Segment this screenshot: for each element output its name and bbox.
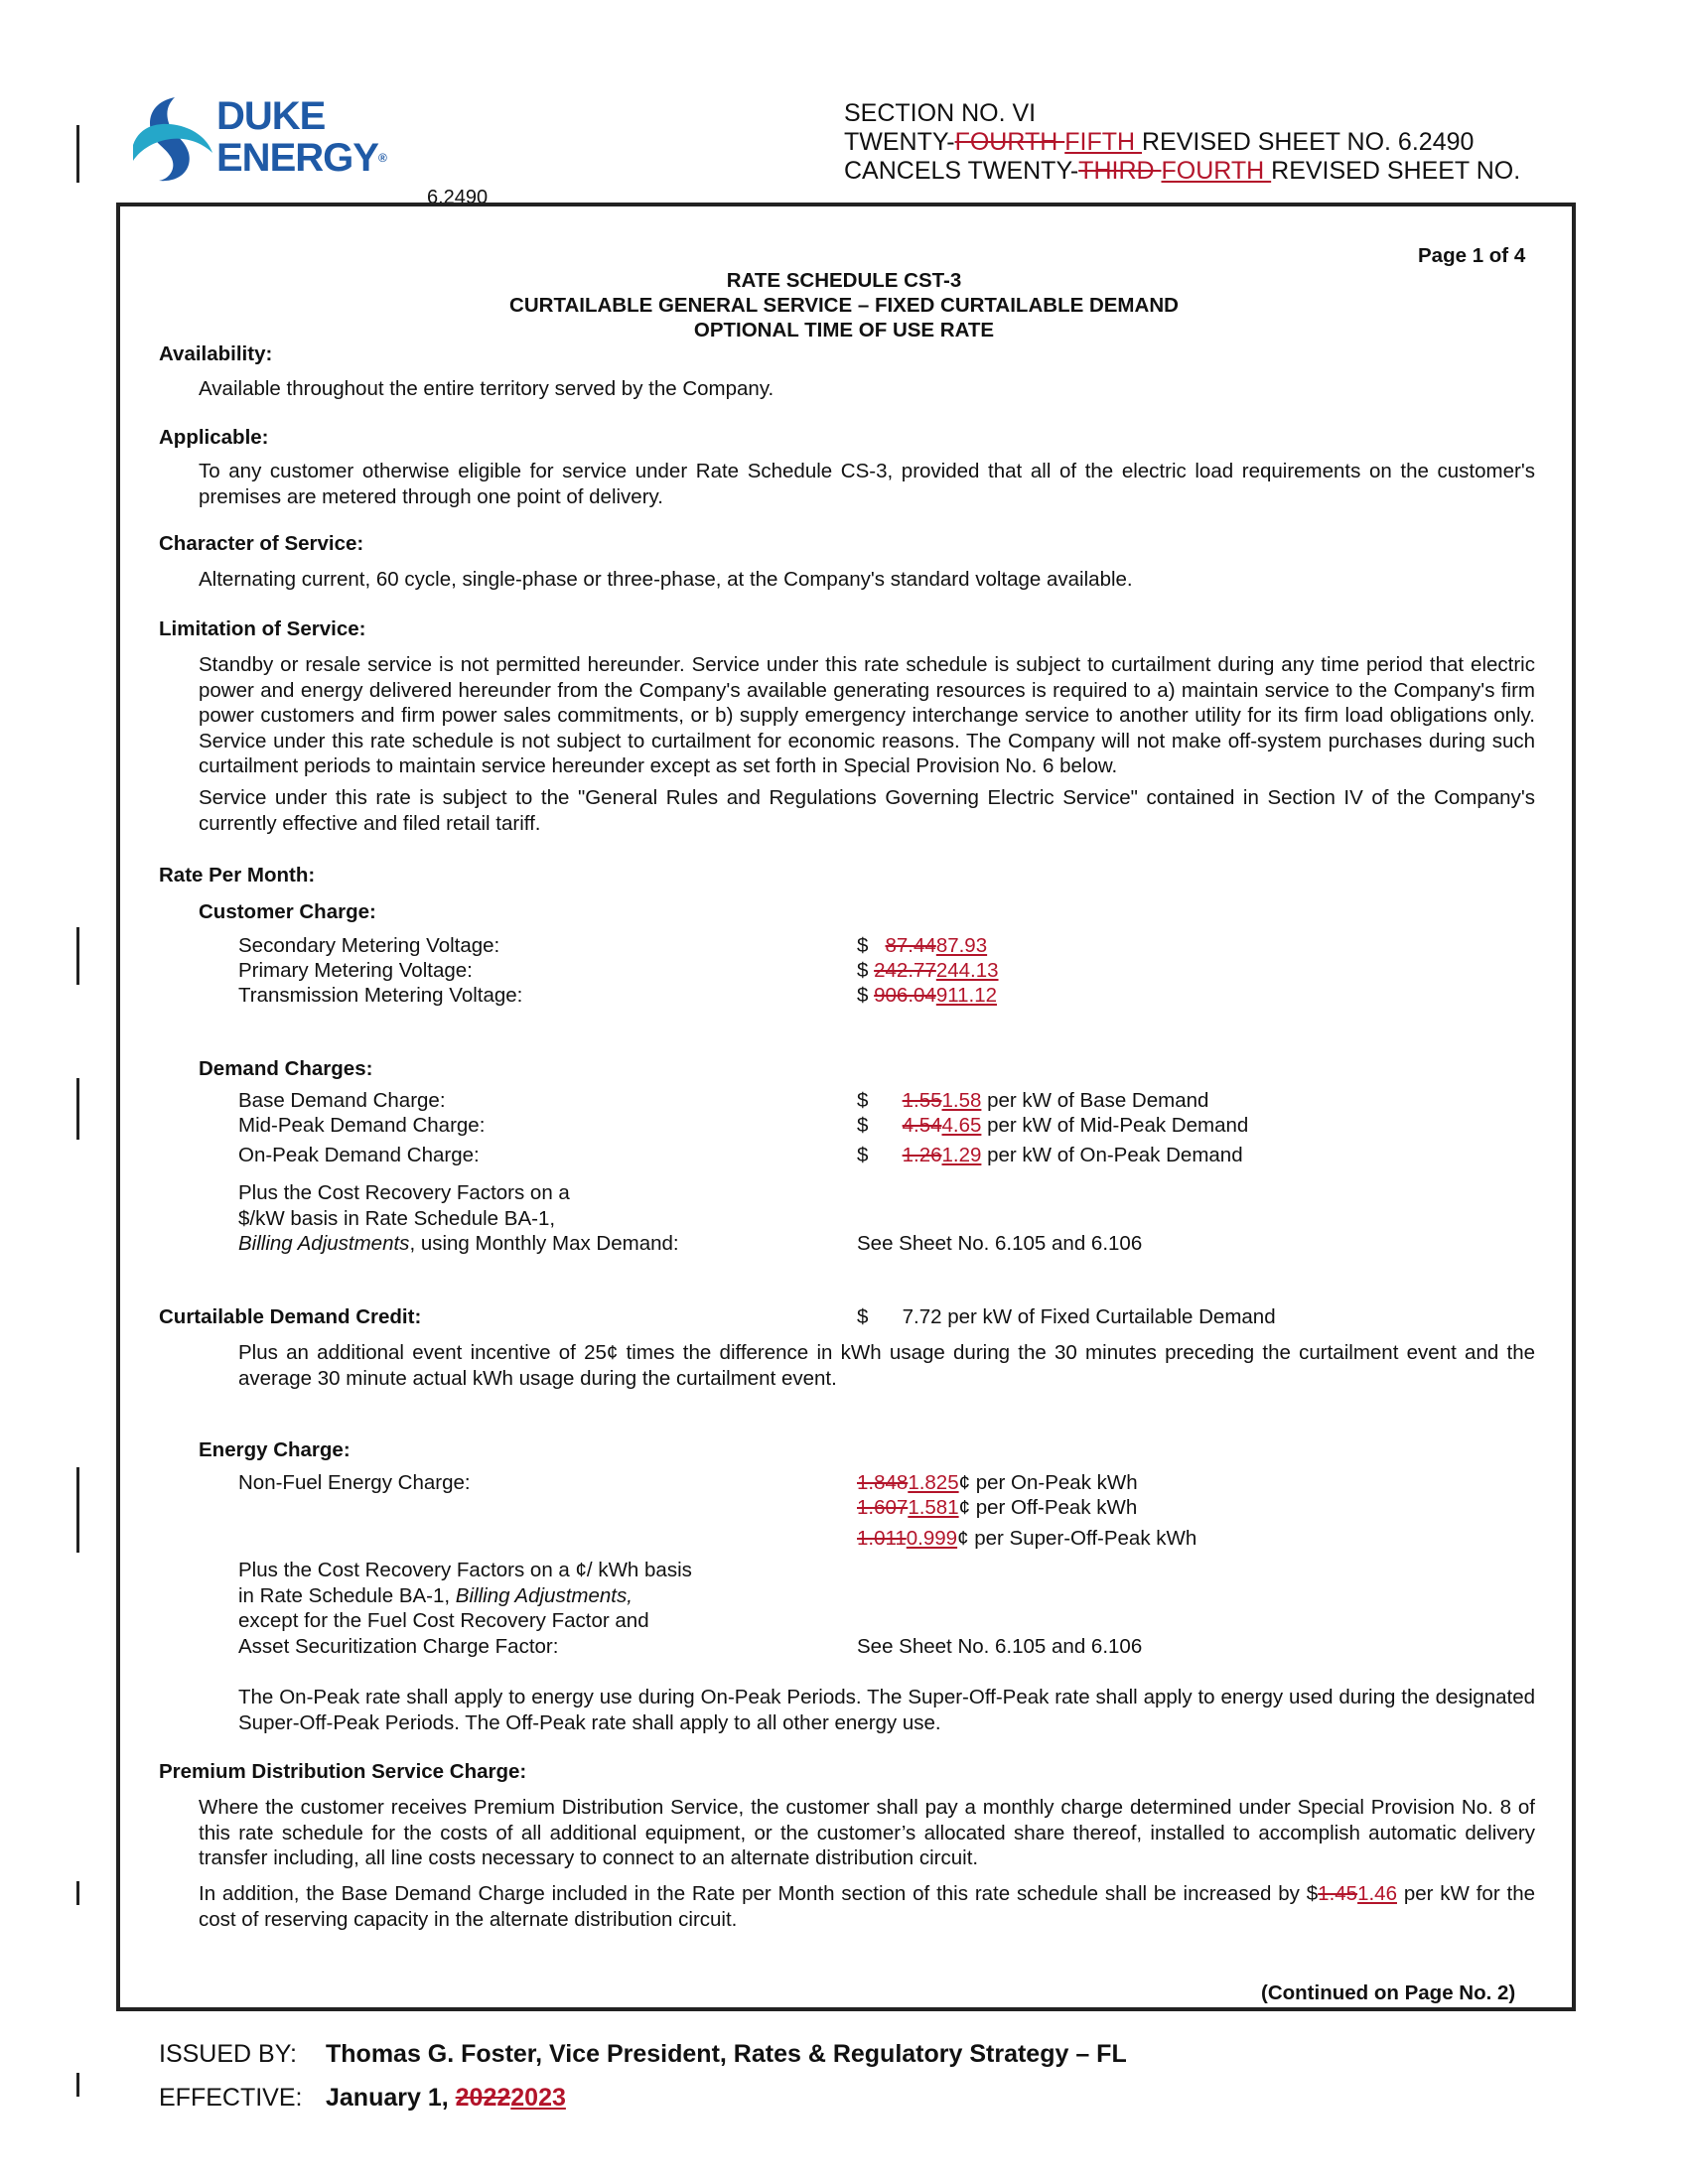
demand-row-midpeak-value: $ 4.544.65 per kW of Mid-Peak Demand	[857, 1114, 1249, 1137]
revision-bar	[76, 1078, 79, 1140]
limitation-paragraph-1: Standby or resale service is not permitted hereunder. Service under this rate schedule is subject to curtailment during any time period that electric power and energy delivered hereunder from the Company's available generating resources is required to a) maintain service to the Company's firm power customers and firm power sales commitments, or b) supply emergency interchange service to another utility for its firm load obligations only. Service under this rate schedule is not subject to curtailment for economic reasons. The Company will not make off-system purchases during such curtailment periods to maintain service hereunder except as set forth in Special Provision No. 6 below.	[199, 653, 1535, 777]
revised-sheet-line: TWENTY-FOURTH FIFTH REVISED SHEET NO. 6.2490	[844, 128, 1475, 156]
inserted-text: FOURTH	[1161, 157, 1272, 185]
customer-row-primary-value: $ 242.77244.13	[857, 959, 999, 982]
customer-row-secondary-label: Secondary Metering Voltage:	[238, 934, 500, 957]
applicable-heading: Applicable:	[159, 426, 269, 449]
revision-bar	[76, 1881, 79, 1905]
character-text: Alternating current, 60 cycle, single-phase or three-phase, at the Company's standard voltage available.	[199, 568, 1133, 591]
section-header	[844, 99, 1520, 186]
demand-row-base-value: $ 1.551.58 per kW of Base Demand	[857, 1089, 1209, 1112]
limitation-heading: Limitation of Service:	[159, 617, 366, 640]
customer-row-transmission-value: $ 906.04911.12	[857, 984, 997, 1007]
customer-row-secondary-value: $ 87.4487.93	[857, 934, 988, 957]
footer	[159, 2040, 1127, 2113]
logo-registered-mark: ®	[377, 151, 386, 165]
logo-line1: DUKE	[216, 94, 326, 138]
energy-heading: Energy Charge:	[199, 1438, 351, 1461]
demand-row-onpeak-value: $ 1.261.29 per kW of On-Peak Demand	[857, 1144, 1243, 1166]
limitation-paragraph-2: Service under this rate is subject to the "General Rules and Regulations Governing Electric Service" contained in Section IV of the Company's currently effective and filed retail tariff.	[199, 786, 1535, 835]
energy-plus-text: Plus the Cost Recovery Factors on a ¢/ kWh basis in Rate Schedule BA-1, Billing Adjustments, except for the Fuel Cost Recovery Factor and Asset Securitization Charge Factor:	[238, 1559, 692, 1658]
deleted-text: FOURTH	[954, 128, 1065, 156]
revision-bar	[76, 1467, 79, 1553]
page-label: Page 1 of 4	[1418, 244, 1526, 267]
premium-paragraph-1: Where the customer receives Premium Distribution Service, the customer shall pay a monthly charge determined under Special Provision No. 8 of this rate schedule for the costs of all additional equipment, or the customer’s allocated share thereof, installed to accomplish automatic delivery transfer including, all line costs necessary to connect to an alternate distribution circuit.	[199, 1796, 1535, 1869]
issued-value: Thomas G. Foster, Vice President, Rates & Regulatory Strategy – FL	[326, 2040, 1127, 2068]
carried-sheet-number: 6.2490	[427, 187, 489, 208]
customer-row-primary-label: Primary Metering Voltage:	[238, 959, 473, 982]
customer-charge-heading: Customer Charge:	[199, 900, 376, 923]
section-number: SECTION NO. VI	[844, 99, 1037, 127]
curtailable-value: $ 7.72 per kW of Fixed Curtailable Demand	[857, 1305, 1276, 1328]
company-logo	[127, 91, 445, 191]
customer-row-transmission-label: Transmission Metering Voltage:	[238, 984, 523, 1007]
logo-line2: ENERGY	[216, 136, 378, 180]
rate-heading: Rate Per Month:	[159, 864, 316, 887]
inserted-text: FIFTH	[1064, 128, 1142, 156]
availability-heading: Availability:	[159, 342, 273, 365]
energy-row-superoffpeak: 1.0110.999¢ per Super-Off-Peak kWh	[857, 1527, 1197, 1550]
schedule-title: RATE SCHEDULE CST-3 CURTAILABLE GENERAL SERVICE – FIXED CURTAILABLE DEMAND OPTIONAL TIME OF USE RATE	[509, 269, 1179, 341]
applicable-text: To any customer otherwise eligible for service under Rate Schedule CS-3, provided that all of the electric load requirements on the customer's premises are metered through one point of delivery.	[199, 460, 1535, 508]
revision-bar	[76, 2073, 79, 2097]
demand-row-midpeak-label: Mid-Peak Demand Charge:	[238, 1114, 486, 1137]
deleted-text: THIRD	[1078, 157, 1162, 185]
cancels-sheet-line: CANCELS TWENTY-THIRD FOURTH REVISED SHEET NO.	[844, 157, 1521, 185]
energy-row-onpeak: 1.8481.825¢ per On-Peak kWh	[857, 1471, 1138, 1494]
energy-note: The On-Peak rate shall apply to energy use during On-Peak Periods. The Super-Off-Peak rate shall apply to energy used during the designated Super-Off-Peak Periods. The Off-Peak rate shall apply to all other energy use.	[238, 1686, 1535, 1734]
demand-plus-value: See Sheet No. 6.105 and 6.106	[857, 1232, 1143, 1255]
demand-row-onpeak-label: On-Peak Demand Charge:	[238, 1144, 480, 1166]
curtailable-heading: Curtailable Demand Credit:	[159, 1305, 422, 1328]
demand-plus-text: Plus the Cost Recovery Factors on a $/kW basis in Rate Schedule BA-1, Billing Adjustments, using Monthly Max Demand:	[238, 1181, 679, 1255]
premium-paragraph-2: In addition, the Base Demand Charge included in the Rate per Month section of this rate schedule shall be increased by $1.451.46 per kW for the cost of reserving capacity in the alternate distribution circuit.	[199, 1882, 1535, 1931]
premium-heading: Premium Distribution Service Charge:	[159, 1760, 527, 1783]
character-heading: Character of Service:	[159, 532, 364, 555]
curtailable-text: Plus an additional event incentive of 25¢ times the difference in kWh usage during the 30 minutes preceding the curtailment event and the average 30 minute actual kWh usage during the curtailment event.	[238, 1341, 1535, 1390]
issued-label: ISSUED BY:	[159, 2040, 297, 2068]
availability-text: Available throughout the entire territory served by the Company.	[199, 377, 774, 400]
effective-label: EFFECTIVE:	[159, 2084, 303, 2112]
revision-bar	[76, 125, 79, 183]
demand-row-base-label: Base Demand Charge:	[238, 1089, 446, 1112]
demand-charges-heading: Demand Charges:	[199, 1057, 373, 1080]
continued-note: (Continued on Page No. 2)	[1261, 1981, 1516, 2004]
duke-energy-logo-icon	[127, 91, 216, 186]
energy-label: Non-Fuel Energy Charge:	[238, 1471, 471, 1494]
logo-wordmark	[216, 95, 386, 179]
revision-bar	[76, 927, 79, 985]
effective-value: January 1, 20222023	[326, 2084, 566, 2112]
energy-row-offpeak: 1.6071.581¢ per Off-Peak kWh	[857, 1496, 1138, 1519]
energy-plus-value: See Sheet No. 6.105 and 6.106	[857, 1635, 1143, 1658]
